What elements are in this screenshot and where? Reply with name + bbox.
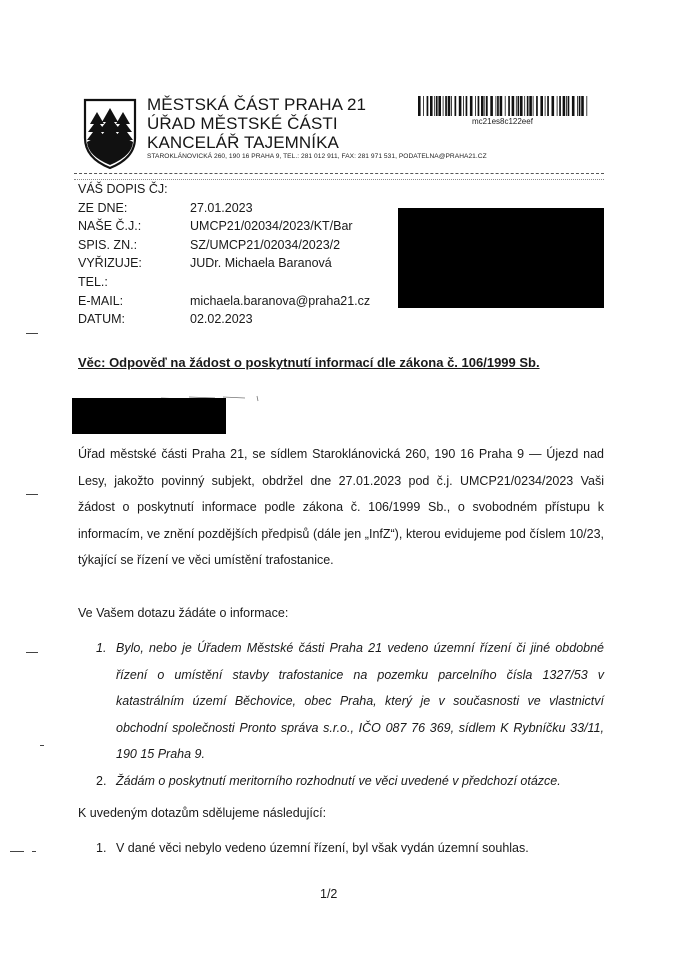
answer-text: V dané věci nebylo vedeno územní řízení, byl však vydán územní souhlas. (116, 841, 529, 855)
meta-label: VÁŠ DOPIS ČJ: (78, 182, 168, 196)
org-name-line3: KANCELÁŘ TAJEMNÍKA (147, 133, 339, 152)
question-text: Bylo, nebo je Úřadem Městské části Praha 21 vedeno územní řízení či jiné obdobné řízení o umístění stavby trafostanice na pozemku parcelního čísla 1327/53 v katastrálním území Běchovice, obec Praha, který je v současnosti ve vlastnictví obchodní společnosti Pronto správa s.r.o., IČO 087 76 369, sídlem K Rybníčku 33/11, 190 15 Praha 9. (116, 641, 604, 761)
org-name-line2: ÚŘAD MĚSTSKÉ ČÁSTI (147, 114, 338, 133)
answers-intro: K uvedeným dotazům sdělujeme následující: (78, 806, 327, 820)
letter-subject: Věc: Odpověď na žádost o poskytnutí informací dle zákona č. 106/1999 Sb. (78, 355, 540, 370)
meta-value: UMCP21/02034/2023/KT/Bar (190, 219, 353, 234)
page-number: 1/2 (320, 887, 338, 901)
meta-label: SPIS. ZN.: (78, 237, 138, 252)
barcode-icon (418, 96, 588, 116)
redacted-addressee (72, 398, 226, 434)
question-text: Žádám o poskytnutí meritorního rozhodnutí ve věci uvedené v předchozí otázce. (116, 773, 561, 788)
question-number: 2. (96, 773, 107, 788)
meta-value: 02.02.2023 (190, 312, 253, 327)
question-number: 1. (96, 641, 107, 655)
answers-list (96, 838, 604, 858)
meta-value: JUDr. Michaela Baranová (190, 256, 332, 271)
tree-logo-icon (82, 98, 138, 170)
margin-mark (26, 494, 38, 495)
barcode-text: mc21es8c122eef (472, 117, 533, 126)
meta-label: NAŠE Č.J.: (78, 219, 142, 234)
answer-item (96, 838, 604, 858)
margin-mark (40, 745, 44, 746)
question-item (96, 635, 604, 768)
answer-number: 1. (96, 841, 107, 855)
margin-mark (26, 333, 38, 334)
margin-mark (10, 851, 24, 852)
margin-mark (32, 851, 36, 852)
redacted-address-block (398, 208, 604, 308)
margin-mark (26, 652, 38, 653)
meta-label: VYŘIZUJE: (78, 256, 142, 271)
meta-label: E-MAIL: (78, 293, 124, 308)
meta-value: michaela.baranova@praha21.cz (190, 293, 371, 308)
questions-list (96, 635, 604, 794)
meta-label: TEL.: (78, 275, 108, 289)
question-item (96, 768, 604, 795)
questions-intro: Ve Vašem dotazu žádáte o informace: (78, 606, 289, 620)
meta-value: SZ/UMCP21/02034/2023/2 (190, 237, 341, 252)
meta-label: DATUM: (78, 312, 125, 327)
meta-value: 27.01.2023 (190, 200, 253, 215)
org-name-line1: MĚSTSKÁ ČÁST PRAHA 21 (147, 95, 367, 114)
org-address: STAROKLÁNOVICKÁ 260, 190 16 PRAHA 9, TEL.: 281 012 911, FAX: 281 971 531, PODATELNA@PRAHA21.CZ (147, 153, 487, 160)
header-divider (74, 173, 604, 174)
meta-label: ZE DNE: (78, 200, 128, 215)
intro-paragraph: Úřad městské části Praha 21, se sídlem Staroklánovická 260, 190 16 Praha 9 — Újezd nad Lesy, jakožto povinný subjekt, obdržel dne 27.01.2023 pod č.j. UMCP21/0234/2023 Vaši žádost o poskytnutí informace podle zákona č. 106/1999 Sb., o svobodném přístupu k informacím, ve znění pozdějších předpisů (dále jen „InfZ“), kterou evidujeme pod číslem 10/23, týkající se řízení ve věci umístění trafostanice. (78, 447, 604, 567)
